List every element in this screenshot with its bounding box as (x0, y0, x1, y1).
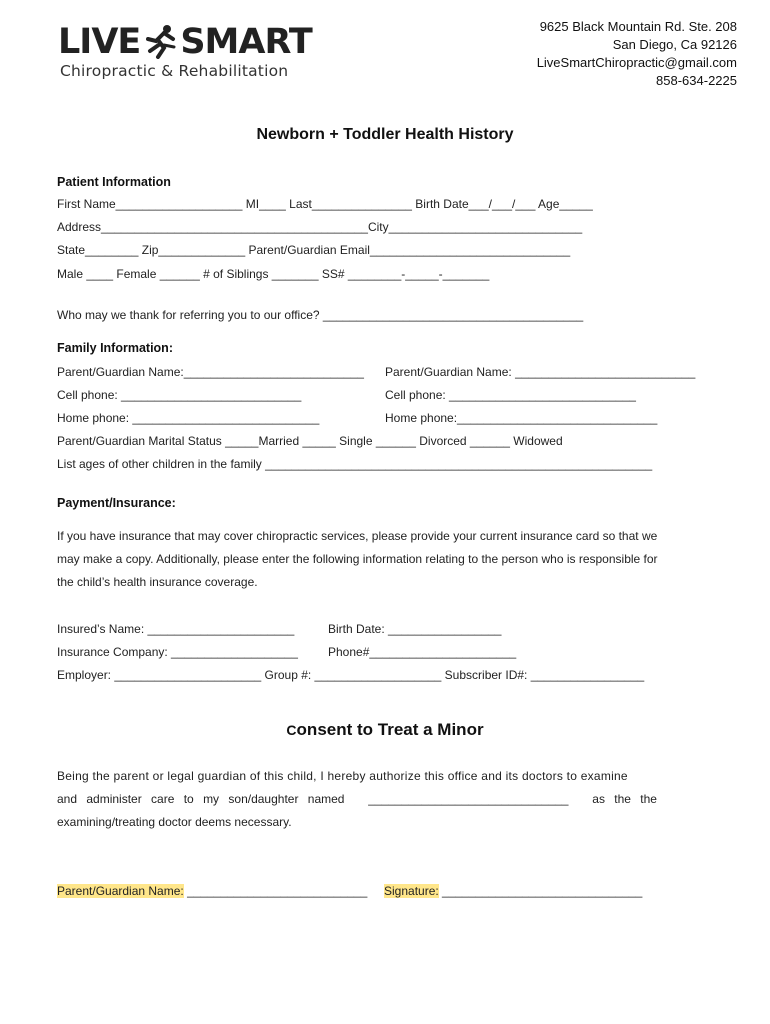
signature-field (384, 884, 642, 898)
address-email: LiveSmartChiropractic@gmail.com (536, 55, 737, 70)
consent-line2-end: as the the (592, 792, 657, 806)
consent-paragraph-line2 (57, 792, 657, 806)
payment-heading: Payment/Insurance: (57, 496, 176, 510)
referral-row[interactable]: Who may we thank for referring you to our office? _______________________________________ (57, 308, 584, 322)
employer-row[interactable]: Employer: ______________________ Group #: ___________________ Subscriber ID#: _________________ (57, 668, 645, 682)
consent-line2-text: and administer care to my son/daughter named (57, 792, 345, 806)
insurance-phone-field[interactable]: Phone#______________________ (328, 645, 517, 659)
marital-status-row[interactable]: Parent/Guardian Marital Status _____Married _____ Single ______ Divorced ______ Widowed (57, 434, 563, 448)
patient-heading: Patient Information (57, 175, 171, 189)
consent-paragraph-line3: examining/treating doctor deems necessary. (57, 815, 292, 829)
payment-paragraph-line3: the child’s health insurance coverage. (57, 575, 258, 589)
signature-label: Signature: (384, 884, 439, 898)
patient-state-row[interactable]: State________ Zip_____________ Parent/Guardian Email______________________________ (57, 243, 571, 257)
patient-name-row[interactable]: First Name___________________ MI____ Last_______________ Birth Date___/___/___ Age_____ (57, 197, 593, 211)
payment-paragraph-line1: If you have insurance that may cover chiropractic services, please provide your current insurance card so that we (57, 529, 658, 543)
logo-subtitle: Chiropractic & Rehabilitation (60, 62, 289, 80)
insured-name-field[interactable]: Insured’s Name: ______________________ (57, 622, 295, 636)
children-ages-row[interactable]: List ages of other children in the family __________________________________________________________ (57, 457, 653, 471)
home-phone-left[interactable]: Home phone: ____________________________ (57, 411, 320, 425)
consent-heading-rest: onsent to Treat a Minor (296, 720, 484, 739)
cell-phone-right[interactable]: Cell phone: ____________________________ (385, 388, 636, 402)
address-line2: San Diego, Ca 92126 (612, 37, 737, 52)
address-phone: 858-634-2225 (656, 73, 737, 88)
logo-left-text: LIVE (58, 22, 141, 62)
cell-phone-left[interactable]: Cell phone: ___________________________ (57, 388, 302, 402)
logo (58, 22, 312, 62)
consent-paragraph-line1: Being the parent or legal guardian of this child, I hereby authorize this office and its doctors to examine (57, 769, 628, 783)
guardian-name-label: Parent/Guardian Name: (57, 884, 184, 898)
child-name-blank[interactable]: ______________________________ (368, 792, 569, 806)
page-title: Newborn + Toddler Health History (256, 126, 514, 143)
patient-address-row[interactable]: Address________________________________________City_____________________________ (57, 220, 583, 234)
consent-signature-row (57, 884, 367, 898)
guardian-name-left[interactable]: Parent/Guardian Name:___________________________ (57, 365, 364, 379)
patient-gender-row[interactable]: Male ____ Female ______ # of Siblings _______ SS# ________-_____-_______ (57, 267, 490, 281)
family-heading: Family Information: (57, 341, 173, 355)
insured-birth-date-field[interactable]: Birth Date: _________________ (328, 622, 502, 636)
guardian-name-right[interactable]: Parent/Guardian Name: ___________________________ (385, 365, 696, 379)
home-phone-right[interactable]: Home phone:______________________________ (385, 411, 658, 425)
guardian-name-blank[interactable]: ___________________________ (183, 884, 368, 898)
running-figure-icon (140, 23, 180, 59)
address-line1: 9625 Black Mountain Rd. Ste. 208 (539, 19, 737, 34)
consent-heading-initial: C (286, 722, 297, 738)
logo-right-text: SMART (180, 22, 312, 62)
insurance-company-field[interactable]: Insurance Company: ___________________ (57, 645, 298, 659)
consent-heading (0, 720, 770, 740)
signature-blank[interactable]: ______________________________ (438, 884, 643, 898)
payment-paragraph-line2: may make a copy. Additionally, please enter the following information relating to the person who is responsible for (57, 552, 658, 566)
